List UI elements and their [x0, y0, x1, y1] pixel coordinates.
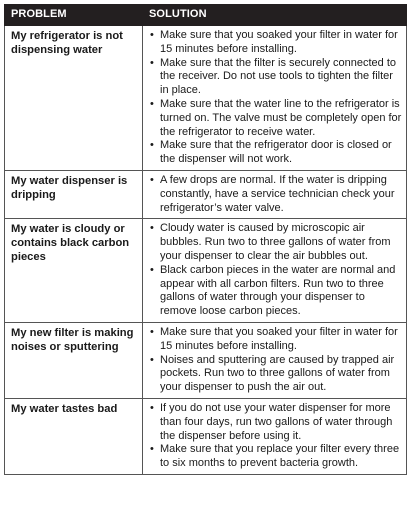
solution-cell — [143, 322, 407, 398]
solution-list — [149, 174, 402, 215]
bullet-icon: • — [150, 173, 154, 186]
list-item — [149, 222, 402, 263]
solution-text: Make sure that the water line to the refrigerator is turned on. The valve must be completely open for the refrigerator to receive water. — [160, 97, 402, 138]
solution-text: A few drops are normal. If the water is dripping constantly, have a service technician check your refrigerator’s water valve. — [160, 173, 395, 214]
solution-list — [149, 222, 402, 319]
list-item — [149, 98, 402, 139]
solution-cell — [143, 219, 407, 323]
list-item — [149, 29, 402, 57]
list-item — [149, 174, 402, 215]
bullet-icon: • — [150, 222, 154, 235]
problem-cell: My water is cloudy or contains black carbon pieces — [5, 219, 143, 323]
list-item — [149, 57, 402, 98]
solution-list — [149, 29, 402, 167]
solution-list — [149, 402, 402, 471]
solution-text: Cloudy water is caused by microscopic air bubbles. Run two to three gallons of water from your dispenser to clear the air bubbles out. — [160, 222, 391, 262]
table-row — [5, 398, 407, 474]
bullet-icon: • — [150, 443, 154, 456]
bullet-icon: • — [150, 353, 154, 366]
list-item — [149, 402, 402, 443]
table-row — [5, 26, 407, 171]
header-problem: PROBLEM — [5, 5, 143, 26]
table-row — [5, 322, 407, 398]
solution-cell — [143, 26, 407, 171]
table-row — [5, 170, 407, 218]
solution-text: Make sure that the filter is securely connected to the receiver. Do not use tools to tighten the filter in place. — [160, 56, 397, 97]
list-item — [149, 264, 402, 319]
bullet-icon: • — [150, 263, 154, 276]
problem-cell: My water tastes bad — [5, 398, 143, 474]
list-item — [149, 354, 402, 395]
solution-text: Make sure that you soaked your filter in water for 15 minutes before installing. — [160, 325, 398, 352]
problem-cell: My refrigerator is not dispensing water — [5, 26, 143, 171]
solution-cell — [143, 398, 407, 474]
bullet-icon: • — [150, 97, 154, 110]
bullet-icon: • — [150, 401, 154, 414]
solution-text: Noises and sputtering are caused by trapped air pockets. Run two to three gallons of water from your dispenser to push the air out. — [160, 353, 395, 394]
list-item — [149, 326, 402, 354]
table-row — [5, 219, 407, 323]
problem-cell: My water dispenser is dripping — [5, 170, 143, 218]
bullet-icon: • — [150, 56, 154, 69]
solution-cell — [143, 170, 407, 218]
solution-text: If you do not use your water dispenser for more than four days, run two gallons of water through the dispenser before using it. — [160, 401, 393, 442]
solution-list — [149, 326, 402, 395]
table-body — [5, 26, 407, 475]
list-item — [149, 139, 402, 167]
header-solution: SOLUTION — [143, 5, 407, 26]
table-header-row — [5, 5, 407, 26]
bullet-icon: • — [150, 325, 154, 338]
bullet-icon: • — [150, 139, 154, 152]
bullet-icon: • — [150, 29, 154, 41]
solution-text: Make sure that you soaked your filter in water for 15 minutes before installing. — [160, 29, 398, 55]
list-item — [149, 443, 402, 471]
solution-text: Make sure that the refrigerator door is closed or the dispenser will not work. — [160, 139, 392, 166]
solution-text: Black carbon pieces in the water are normal and appear with all carbon filters. Run two to three gallons of water through your dispenser to remove loose carbon pieces. — [160, 263, 396, 318]
troubleshooting-table — [4, 4, 407, 475]
problem-cell: My new filter is making noises or sputtering — [5, 322, 143, 398]
solution-text: Make sure that you replace your filter every three to six months to prevent bacteria growth. — [160, 443, 400, 470]
